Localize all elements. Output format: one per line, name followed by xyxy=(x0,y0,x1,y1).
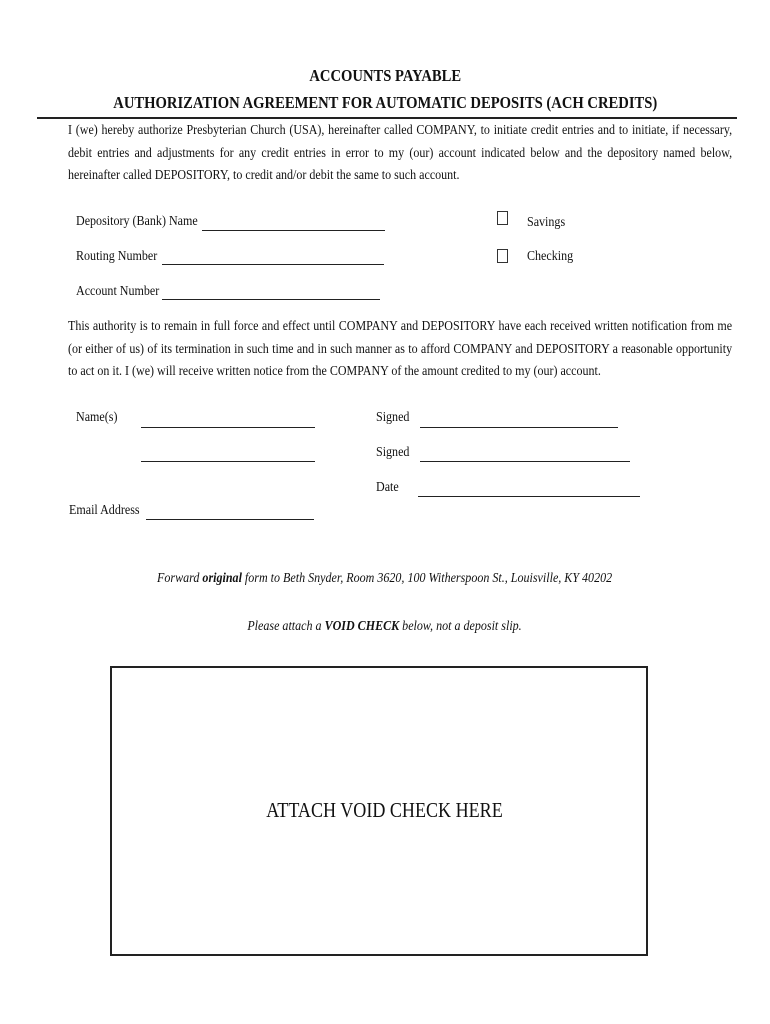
name-field-1[interactable] xyxy=(141,427,315,428)
attach-void-check-label: ATTACH VOID CHECK HERE xyxy=(266,798,504,822)
email-address-label: Email Address xyxy=(69,503,140,518)
original-emphasis: original xyxy=(202,571,243,586)
title-divider xyxy=(37,117,737,119)
checking-label: Checking xyxy=(527,249,574,264)
routing-number-label: Routing Number xyxy=(76,249,158,264)
intro-paragraph: I (we) hereby authorize Presbyterian Church (USA), hereinafter called COMPANY, to initiate credit entries and to initiate, if necessary, debit entries and adjustments for any credit entries in error to my (our) account indicated below and the depository named below, hereinafter called DEPOSITORY, to credit and/or debit the same to such account. xyxy=(68,123,733,183)
signed-label-1: Signed xyxy=(376,410,410,425)
form-title-accounts-payable: ACCOUNTS PAYABLE xyxy=(309,66,461,85)
date-field[interactable] xyxy=(418,496,640,497)
signature-field-1[interactable] xyxy=(420,427,618,428)
names-label: Name(s) xyxy=(76,410,118,425)
signature-field-2[interactable] xyxy=(420,461,630,462)
void-check-emphasis: VOID CHECK xyxy=(325,619,400,634)
checking-checkbox[interactable] xyxy=(497,249,508,263)
authority-paragraph: This authority is to remain in full force and effect until COMPANY and DEPOSITORY have each received written notification from me (or either of us) of its termination in such time and in such manner as to afford COMPANY and DEPOSITORY a reasonable opportunity to act on it. I (we) will receive written notice from the COMPANY of the amount credited to my (our) account. xyxy=(68,319,733,379)
form-title-authorization: AUTHORIZATION AGREEMENT FOR AUTOMATIC DEPOSITS (ACH CREDITS) xyxy=(112,93,658,112)
routing-number-field[interactable] xyxy=(162,264,384,265)
depository-name-field[interactable] xyxy=(202,230,385,231)
name-field-2[interactable] xyxy=(141,461,315,462)
account-number-field[interactable] xyxy=(162,299,380,300)
account-number-label: Account Number xyxy=(76,284,160,299)
signed-label-2: Signed xyxy=(376,445,410,460)
savings-checkbox[interactable] xyxy=(497,211,508,225)
depository-name-label: Depository (Bank) Name xyxy=(76,214,198,229)
forward-original-note: Forward original form to Beth Snyder, Room 3620, 100 Witherspoon St., Louisville, KY 40202 xyxy=(157,571,613,586)
savings-label: Savings xyxy=(527,215,566,230)
date-label: Date xyxy=(376,480,399,495)
attach-void-check-note: Please attach a VOID CHECK below, not a deposit slip. xyxy=(247,619,523,634)
email-address-field[interactable] xyxy=(146,519,314,520)
